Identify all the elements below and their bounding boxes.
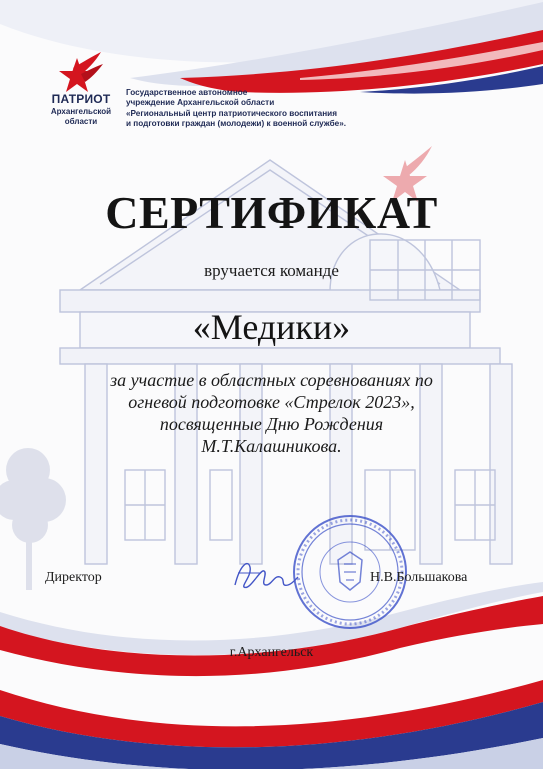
organization-name [126,88,456,130]
reason-line: огневой подготовке «Стрелок 2023», [128,392,415,412]
organization-line: учреждение Архангельской области [126,98,275,108]
award-reason [40,369,503,457]
certificate-title: СЕРТИФИКАТ [105,187,438,238]
certificate-subtitle: вручается команде [204,261,339,280]
logo-subtitle [40,107,122,127]
organization-line: «Региональный центр патриотического воспитания [126,108,337,118]
logo-subtitle-line: Архангельской [50,107,112,116]
patriot-logo [40,52,122,132]
reason-line: М.Т.Калашникова. [201,436,342,456]
organization-line: Государственное автономное [126,88,248,97]
reason-line: посвященные Дню Рождения [159,414,384,434]
signatory-name: Н.В.Большакова [370,570,468,585]
city-label: г.Архангельск [229,645,314,660]
red-star-icon [59,52,103,96]
organization-line: и подготовки граждан (молодежи) к военной службе». [126,119,347,129]
logo-title: ПАТРИОТ [51,92,111,106]
reason-line: за участие в областных соревнованиях по [110,370,433,390]
logo-subtitle-line: области [64,117,98,126]
tree-watermark [0,448,66,590]
team-name: «Медики» [192,307,351,347]
signature-scribble [230,555,300,595]
signatory-role: Директор [45,570,102,585]
